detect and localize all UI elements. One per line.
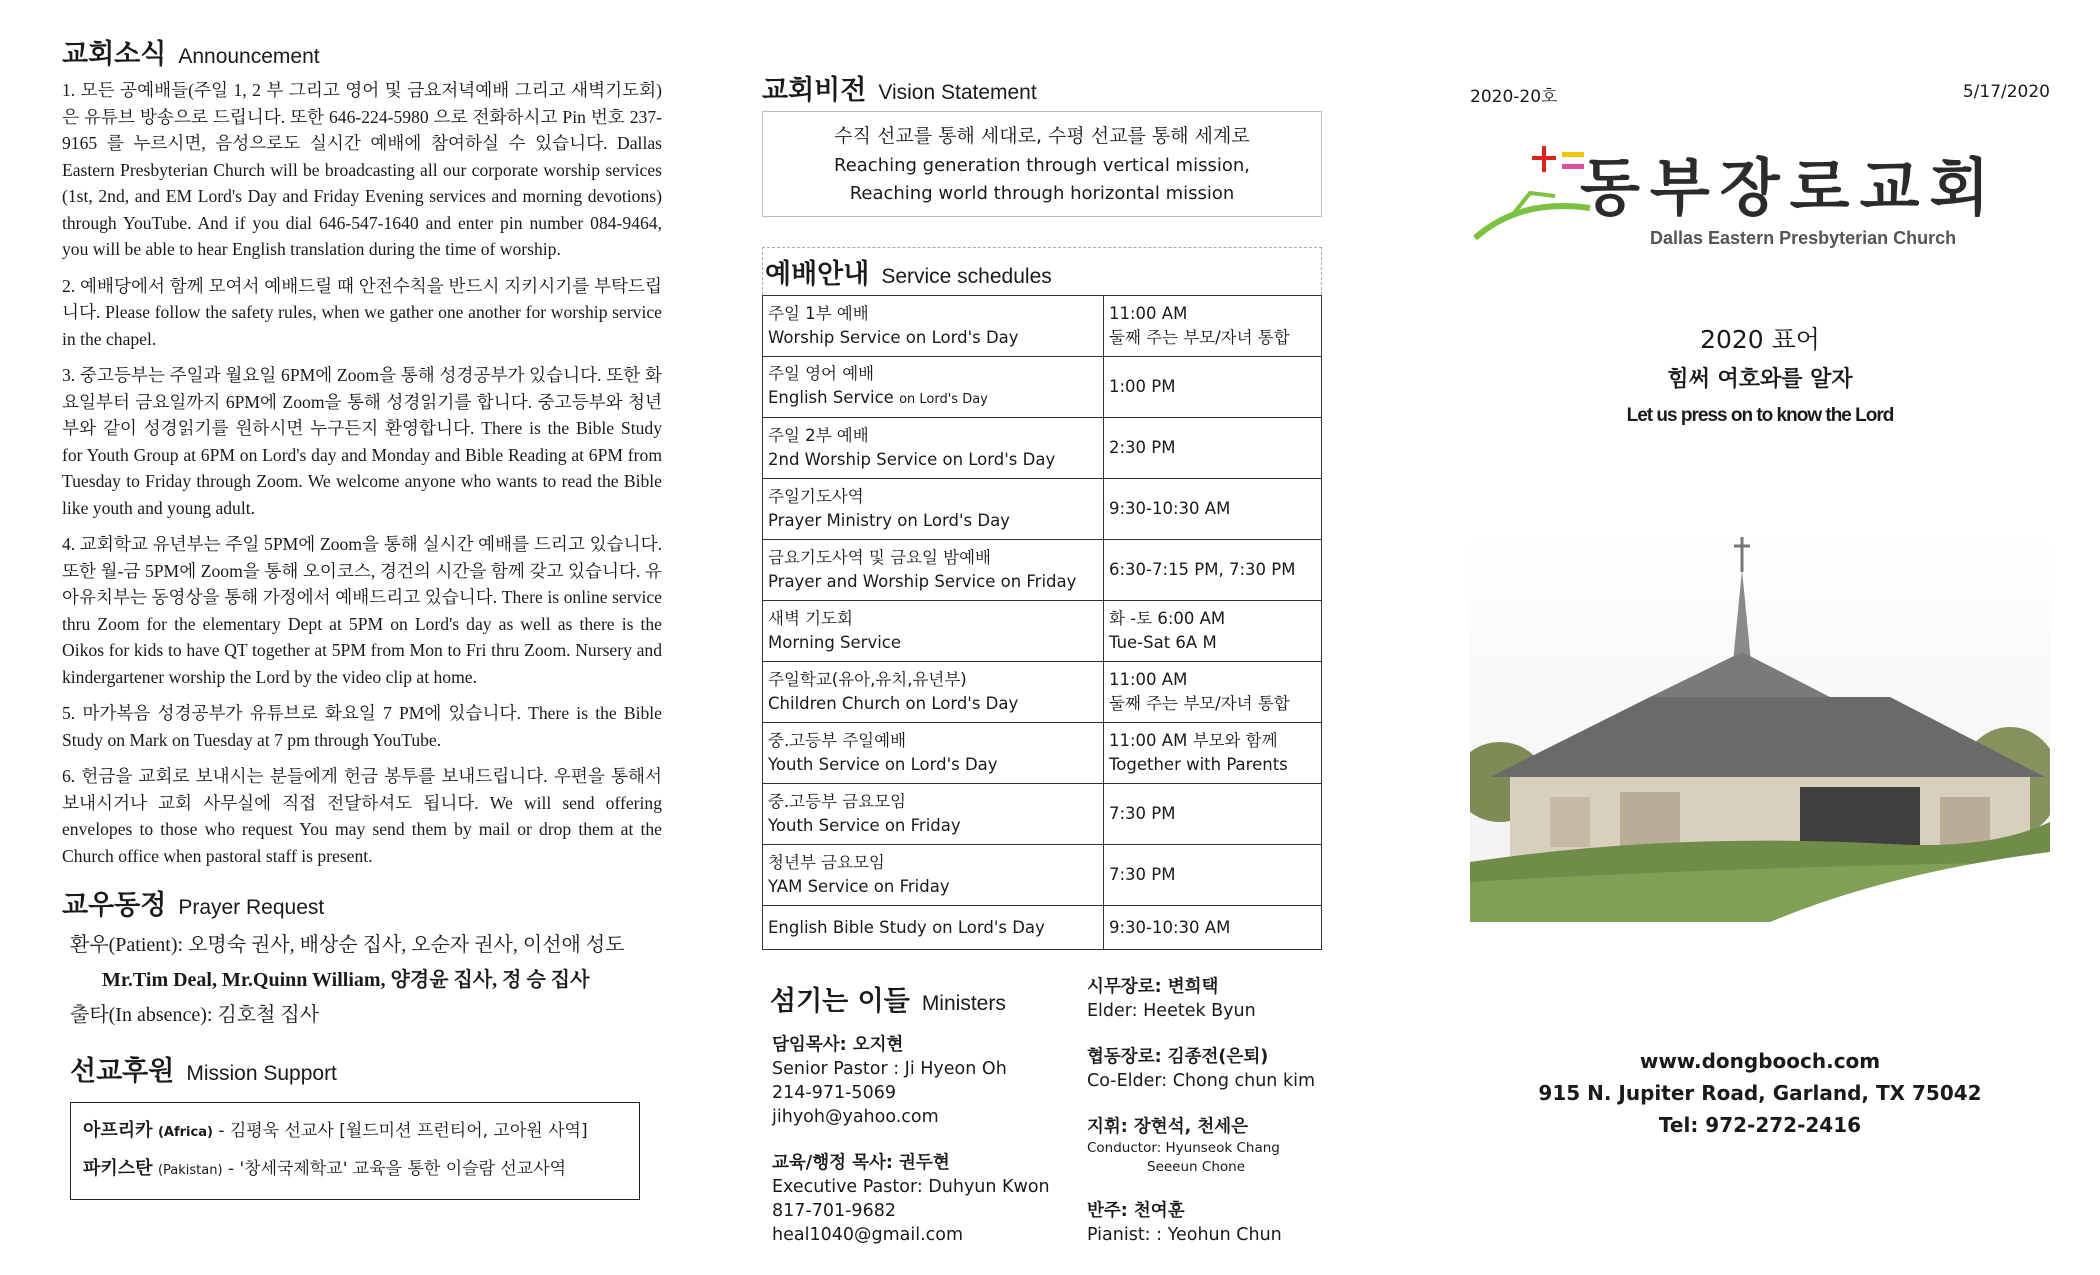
schedule-service	[763, 845, 1104, 906]
ministers-right-column	[1087, 975, 1315, 1269]
announcement-item: 1. 모든 공예배들(주일 1, 2 부 그리고 영어 및 금요저녁예배 그리고 새벽기도회)은 유튜브 방송으로 드립니다. 또한 646-224-5980 으로 전화하시고 Pin 번호 237-9165 를 누르시면, 음성으로도 실시간 예배에 참여하실 수 있습니다. Dallas Eastern Presbyterian Church will be broadcasting all our corporate worship services (1st, 2nd, and EM Lord's Day and Friday Evening services and morning devotions) through YouTube. And if you dial 646-547-1640 and enter pin number 084-9464, you will be able to hear English translation during the time of worship.	[62, 80, 662, 259]
service-name-en-text: Morning Service	[768, 633, 902, 652]
service-name-kr: 주일 1부 예배	[768, 304, 869, 323]
schedule-time	[1104, 540, 1322, 601]
ministers-header	[770, 979, 1006, 1018]
minister-title: 교육/행정 목사: 권두현	[772, 1153, 950, 1173]
service-name-kr: 금요기도사역 및 금요일 밤예배	[768, 548, 991, 567]
vision-box	[762, 111, 1322, 217]
schedule-service	[763, 479, 1104, 540]
schedule-table	[762, 295, 1322, 950]
prayer-header	[62, 883, 662, 922]
mission-item	[83, 1151, 627, 1189]
mission-item	[83, 1113, 627, 1151]
absence-line	[70, 998, 662, 1033]
minister-detail: Senior Pastor : Ji Hyeon Oh	[772, 1059, 1007, 1079]
schedule-row	[763, 418, 1322, 479]
minister-detail: 817-701-9682	[772, 1201, 896, 1221]
service-name-en	[768, 448, 1098, 472]
church-name-kr: 동부장로교회	[1580, 151, 2000, 224]
service-time: 11:00 AM 부모와 함께	[1109, 731, 1278, 750]
announcement-item: 4. 교회학교 유년부는 주일 5PM에 Zoom을 통해 실시간 예배를 드리고 있습니다. 또한 월-금 5PM에 Zoom을 통해 오이코스, 경건의 시간을 함께 갖고 있습니다. 유아유치부는 동영상을 통해 가정에서 예배드리고 있습니다. There is online service thru Zoom for the elementary Dept at 5PM on Lord's day as well as there is the Oikos for kids to have QT together at 5PM from Mon to Fri thru Zoom. Nursery and kindergartener worship the Lord by the video clip at home.	[62, 534, 662, 687]
service-name-en	[768, 814, 1098, 838]
motto	[1470, 320, 2050, 432]
mission-desc: - 김평욱 선교사 [월드미션 프런티어, 고아원 사역]	[218, 1121, 588, 1141]
minister-title: 지휘: 장현석, 천세은	[1087, 1117, 1249, 1137]
schedule-service	[763, 418, 1104, 479]
service-time: 6:30-7:15 PM, 7:30 PM	[1109, 560, 1296, 579]
service-name-en-text: Youth Service on Lord's Day	[768, 755, 998, 774]
schedule-row	[763, 784, 1322, 845]
prayer-en-title: Prayer Request	[178, 896, 325, 919]
schedule-kr-title: 예배안내	[765, 259, 870, 290]
left-panel	[62, 0, 662, 1275]
vision-en-title: Vision Statement	[878, 81, 1037, 104]
announcement-item: 3. 중고등부는 주일과 월요일 6PM에 Zoom을 통해 성경공부가 있습니다. 또한 화요일부터 금요일까지 6PM에 Zoom을 통해 성경읽기를 합니다. 중고등부와 청년부와 같이 성경읽기를 원하시면 누구든지 환영합니다. There is the Bible Study for Youth Group at 6PM on Lord's day and Monday and Bible Reading at 6PM from Tuesday to Friday through Zoom. We welcome anyone who wants to read the Bible like youth and young adult.	[62, 365, 662, 518]
service-name-en	[768, 916, 1098, 940]
mission-region: 아프리카	[83, 1120, 153, 1141]
schedule-row	[763, 601, 1322, 662]
mission-region-en: (Pakistan)	[157, 1163, 223, 1178]
announcement-kr-title: 교회소식	[62, 39, 167, 70]
minister-detail: heal1040@gmail.com	[772, 1225, 964, 1245]
telephone: Tel: 972-272-2416	[1658, 1113, 1862, 1137]
service-name-en-small: on Lord's Day	[899, 392, 988, 407]
schedule-service	[763, 784, 1104, 845]
service-name-kr: 주일학교(유아,유치,유년부)	[768, 670, 967, 689]
church-name-en: Dallas Eastern Presbyterian Church	[1650, 228, 1957, 248]
schedule-service	[763, 540, 1104, 601]
service-time: 11:00 AM	[1109, 304, 1188, 323]
schedule-header	[762, 247, 1322, 295]
schedule-time	[1104, 906, 1322, 950]
schedule-row	[763, 845, 1322, 906]
absence-label: 출타(In absence):	[70, 1004, 213, 1026]
minister-detail: Pianist: : Yeohun Chun	[1087, 1225, 1282, 1245]
absence-names: 김호철 집사	[217, 1004, 320, 1026]
minister-title: 시무장로: 변희택	[1087, 977, 1219, 997]
service-time-note: 둘째 주는 부모/자녀 통합	[1109, 328, 1290, 347]
service-name-en-text: Youth Service on Friday	[768, 816, 961, 835]
mission-region-en: (Africa)	[157, 1125, 213, 1140]
minister-detail: Conductor: Hyunseok Chang	[1087, 1140, 1280, 1156]
right-panel	[1470, 0, 2050, 1275]
ministers-en-title: Ministers	[921, 992, 1006, 1015]
minister-detail: jihyoh@yahoo.com	[772, 1107, 939, 1127]
patient-line	[70, 928, 662, 963]
service-time: 7:30 PM	[1109, 804, 1176, 823]
minister-entry	[1087, 975, 1315, 1023]
service-time: 1:00 PM	[1109, 377, 1176, 396]
service-time-note: Tue-Sat 6A M	[1109, 633, 1217, 652]
schedule-time	[1104, 296, 1322, 357]
service-time-note: Together with Parents	[1109, 755, 1288, 774]
service-name-kr: 주일기도사역	[768, 487, 864, 506]
website-link[interactable]: www.dongbooch.com	[1639, 1049, 1881, 1073]
schedule-service	[763, 296, 1104, 357]
announcement-item: 6. 헌금을 교회로 보내시는 분들에게 헌금 봉투를 보내드립니다. 우편을 통해서 보내시거나 교회 사무실에 직접 전달하셔도 됩니다. We will send offering envelopes to those who request You may send them by mail or drop them at the Church office when pastoral staff is present.	[62, 766, 662, 866]
service-name-en-text: 2nd Worship Service on Lord's Day	[768, 450, 1056, 469]
mission-desc: - '창세국제학교' 교육을 통한 이슬람 선교사역	[227, 1159, 567, 1179]
schedule-service	[763, 601, 1104, 662]
prayer-list	[62, 928, 662, 1033]
minister-detail: Elder: Heetek Byun	[1087, 1001, 1256, 1021]
announcement-list	[62, 77, 662, 869]
service-name-en-text: YAM Service on Friday	[768, 877, 950, 896]
announcement-en-title: Announcement	[178, 45, 320, 68]
schedule-row	[763, 723, 1322, 784]
schedule-time	[1104, 784, 1322, 845]
service-time: 9:30-10:30 AM	[1109, 499, 1231, 518]
schedule-row	[763, 906, 1322, 950]
schedule-row	[763, 357, 1322, 418]
service-name-kr: 중.고등부 주일예배	[768, 731, 907, 750]
service-name-en	[768, 692, 1098, 716]
mission-box	[70, 1102, 640, 1200]
minister-title: 협동장로: 김종전(은퇴)	[1087, 1047, 1269, 1067]
issue-number: 2020-20호	[1470, 87, 1558, 107]
schedule-service	[763, 662, 1104, 723]
contact-info	[1470, 1045, 2050, 1141]
schedule-row	[763, 479, 1322, 540]
vision-line-en-2: Reaching world through horizontal mission	[849, 183, 1235, 204]
service-time: 7:30 PM	[1109, 865, 1176, 884]
announcement-header	[62, 32, 662, 71]
service-time-note: 둘째 주는 부모/자녀 통합	[1109, 694, 1290, 713]
motto-kr: 힘써 여호와를 알자	[1667, 367, 1853, 392]
service-name-en-text: English Bible Study on Lord's Day	[768, 917, 1045, 937]
service-time: 11:00 AM	[1109, 670, 1188, 689]
service-name-en	[768, 875, 1098, 899]
vision-header	[762, 68, 1337, 107]
patient-names-2: Mr.Tim Deal, Mr.Quinn William, 양경윤 집사, 정 승 집사	[102, 969, 590, 991]
patient-names: 오명숙 권사, 배상순 집사, 오순자 권사, 이선애 성도	[188, 934, 625, 956]
schedule-service	[763, 906, 1104, 950]
middle-panel	[762, 0, 1337, 1275]
minister-detail: 214-971-5069	[772, 1083, 896, 1103]
schedule-row	[763, 540, 1322, 601]
ministers-kr-title: 섬기는 이들	[770, 986, 910, 1017]
service-name-en-text: Worship Service on Lord's Day	[768, 328, 1019, 347]
schedule-service	[763, 357, 1104, 418]
schedule-service	[763, 723, 1104, 784]
announcement-item: 2. 예배당에서 함께 모여서 예배드릴 때 안전수칙을 반드시 지키시기를 부탁드립니다. Please follow the safety rules, when we gather one another for worship service in the chapel.	[62, 275, 662, 349]
mission-kr-title: 선교후원	[70, 1056, 175, 1087]
minister-detail: Seeeun Chone	[1147, 1159, 1245, 1175]
schedule-time	[1104, 357, 1322, 418]
prayer-kr-title: 교우동정	[62, 890, 167, 921]
schedule-time	[1104, 601, 1322, 662]
mission-header	[62, 1049, 662, 1088]
service-name-kr: 청년부 금요모임	[768, 853, 885, 872]
mission-en-title: Mission Support	[186, 1062, 337, 1085]
schedule-time	[1104, 418, 1322, 479]
minister-detail: Co-Elder: Chong chun kim	[1087, 1071, 1315, 1091]
church-photo	[1470, 532, 2050, 922]
minister-entry	[772, 1151, 1050, 1247]
service-name-en	[768, 509, 1098, 533]
vision-line-en-1: Reaching generation through vertical mission,	[834, 155, 1250, 176]
mission-region: 파키스탄	[83, 1158, 153, 1179]
motto-en: Let us press on to know the Lord	[1626, 405, 1894, 426]
service-name-en	[768, 386, 1098, 412]
minister-detail: Executive Pastor: Duhyun Kwon	[772, 1177, 1050, 1197]
address: 915 N. Jupiter Road, Garland, TX 75042	[1538, 1081, 1982, 1105]
service-name-kr: 중.고등부 금요모임	[768, 792, 907, 811]
minister-entry	[1087, 1115, 1315, 1177]
schedule-time	[1104, 662, 1322, 723]
schedule-time	[1104, 723, 1322, 784]
announcement-item: 5. 마가복음 성경공부가 유튜브로 화요일 7 PM에 있습니다. There is the Bible Study on Mark on Tuesday at 7 pm through YouTube.	[62, 703, 662, 750]
minister-entry	[1087, 1045, 1315, 1093]
service-name-en-text: Prayer and Worship Service on Friday	[768, 572, 1077, 591]
ministers-left-column	[772, 1033, 1050, 1269]
service-time: 2:30 PM	[1109, 438, 1176, 457]
service-name-kr: 주일 영어 예배	[768, 364, 875, 383]
schedule-time	[1104, 845, 1322, 906]
service-name-en-text: Prayer Ministry on Lord's Day	[768, 511, 1010, 530]
minister-title: 담임목사: 오지현	[772, 1035, 904, 1055]
service-time: 9:30-10:30 AM	[1109, 917, 1231, 937]
service-name-en	[768, 631, 1098, 655]
service-name-en	[768, 326, 1098, 350]
vision-kr-title: 교회비전	[762, 75, 867, 106]
minister-entry	[1087, 1199, 1315, 1247]
minister-entry	[772, 1033, 1050, 1129]
patient-label: 환우(Patient):	[70, 934, 184, 956]
service-name-en	[768, 570, 1098, 594]
minister-title: 반주: 천여훈	[1087, 1201, 1185, 1221]
motto-year: 2020 표어	[1700, 325, 1820, 354]
service-name-kr: 주일 2부 예배	[768, 426, 869, 445]
service-name-kr: 새벽 기도회	[768, 609, 853, 628]
church-logo	[1470, 138, 2050, 258]
service-name-en-text: Children Church on Lord's Day	[768, 694, 1019, 713]
issue-date: 5/17/2020	[1962, 82, 2050, 102]
schedule-row	[763, 296, 1322, 357]
service-name-en	[768, 753, 1098, 777]
schedule-row	[763, 662, 1322, 723]
service-time: 화 -토 6:00 AM	[1109, 609, 1226, 628]
schedule-time	[1104, 479, 1322, 540]
service-name-en-text: English Service	[768, 388, 894, 407]
schedule-en-title: Service schedules	[881, 265, 1052, 288]
vision-line-kr: 수직 선교를 통해 세대로, 수평 선교를 통해 세계로	[834, 125, 1250, 147]
